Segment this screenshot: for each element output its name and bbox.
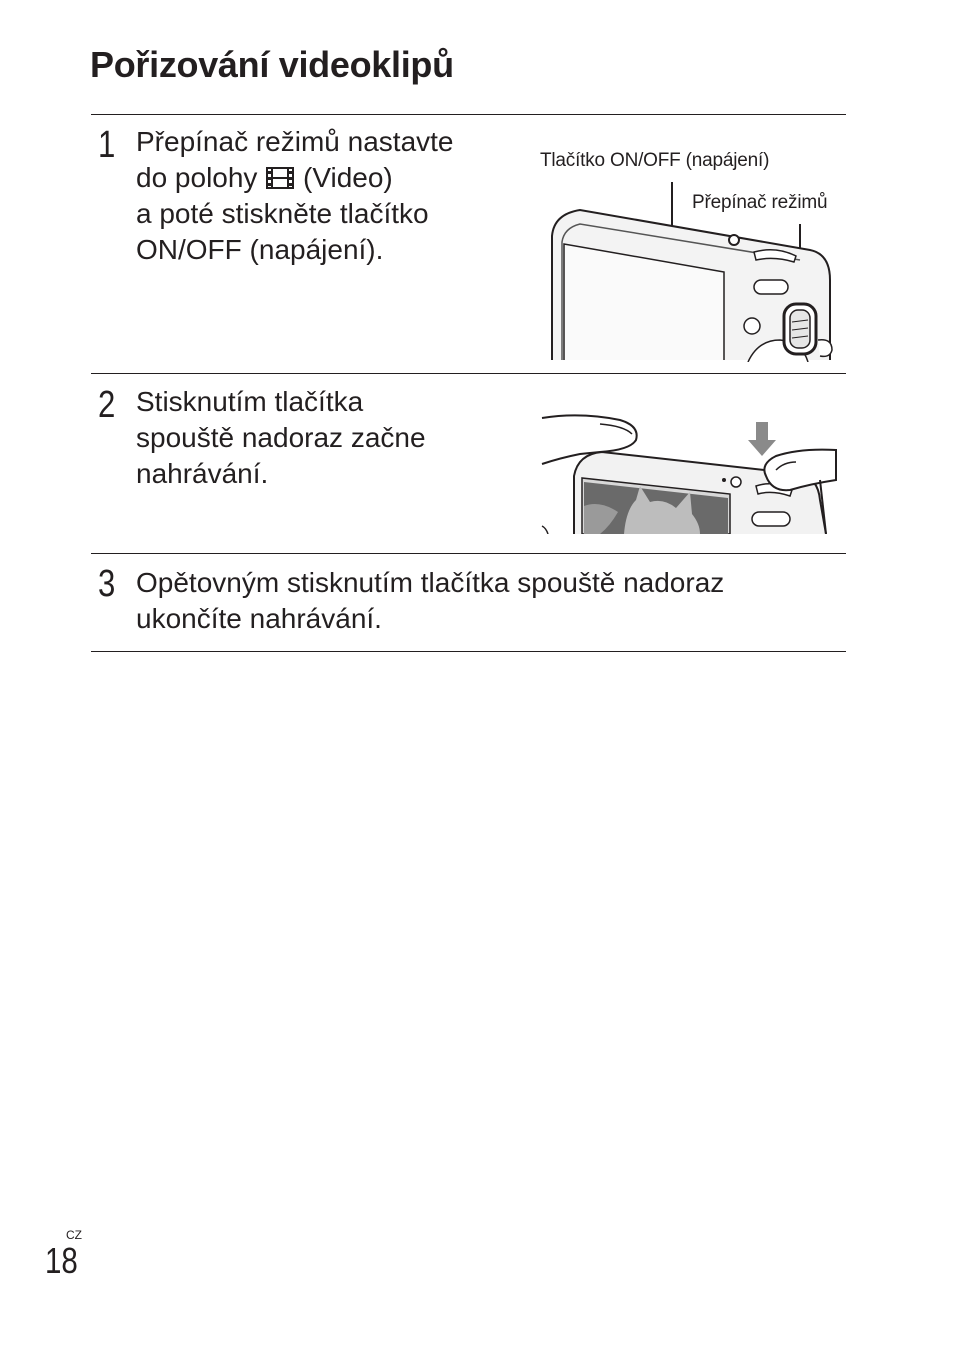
page-title: Pořizování videoklipů [90,44,454,85]
step-line: ON/OFF (napájení). [136,234,384,265]
step-line: Opětovným stisknutím tlačítka spouště nadoraz [136,567,725,598]
step-line-part: (Video) [295,162,393,193]
step-number: 2 [98,384,116,426]
step-instruction [136,384,426,492]
divider [91,373,846,374]
step-line: Přepínač režimů nastavte [136,126,454,157]
step-line: a poté stiskněte tlačítko [136,198,429,229]
divider [91,553,846,554]
step-line: spouště nadoraz začne [136,422,426,453]
mode-switch-callout: Přepínač režimů [692,192,828,213]
camera-top-illustration [540,170,840,362]
divider-top [91,114,846,115]
step-line: nahrávání. [136,458,269,489]
divider-bottom [91,651,846,652]
language-code: CZ [66,1228,82,1242]
step-line-part: do polohy [136,162,266,193]
step-line [136,160,454,196]
step-number: 3 [98,563,116,605]
power-button-callout: Tlačítko ON/OFF (napájení) [540,150,770,171]
step-instruction [136,124,454,268]
film-strip-icon [265,163,295,187]
shutter-press-illustration [540,410,840,534]
step-line: ukončíte nahrávání. [136,603,382,634]
step-instruction [136,565,724,637]
step-number: 1 [98,124,116,166]
page-number: 18 [45,1240,78,1281]
step-line: Stisknutím tlačítka [136,386,364,417]
